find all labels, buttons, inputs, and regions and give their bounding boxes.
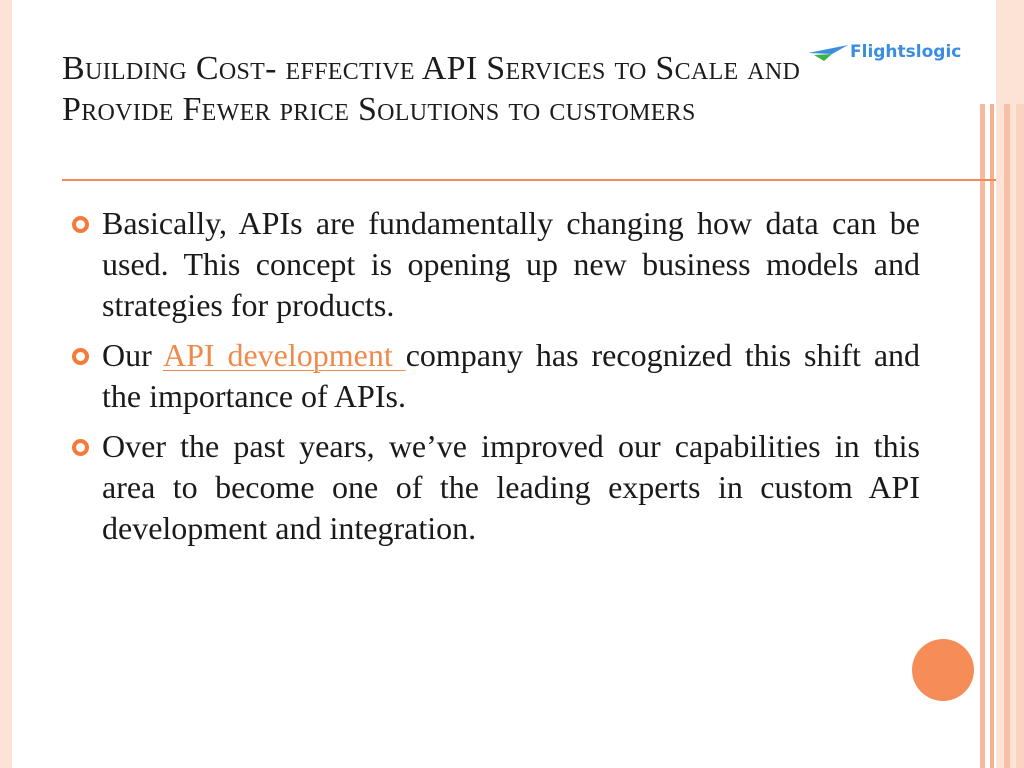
- bullet-ring-icon: [72, 216, 89, 233]
- bullet-text-suffix: company has recognized this shift and the importance of APIs.: [102, 337, 921, 414]
- right-decorative-stripe: [1004, 104, 1010, 768]
- bullet-text: Over the past years, we’ve improved our capabilities in this area to become one of the leading experts in custom API development and integration.: [102, 428, 920, 546]
- api-development-link[interactable]: API development: [162, 337, 406, 373]
- logo-text: Flightslogic: [850, 42, 962, 62]
- slide-title: Building Cost- effective API Services to Scale and Provide Fewer price Solutions to customers: [62, 50, 801, 128]
- bullet-text: Basically, APIs are fundamentally changing how data can be used. This concept is opening up new business models and strategies for products.: [102, 205, 920, 323]
- title-divider: [62, 179, 996, 181]
- bullet-ring-icon: [72, 439, 89, 456]
- airplane-icon: [808, 44, 848, 62]
- bullet-item: [72, 203, 920, 326]
- bullet-item: [72, 426, 920, 549]
- flightslogic-logo: [808, 40, 988, 66]
- right-decorative-stripe: [990, 104, 994, 768]
- decorative-orange-circle: [912, 639, 974, 701]
- right-decorative-stripe: [980, 104, 985, 768]
- left-decorative-stripe: [0, 0, 12, 768]
- bullet-item: [72, 335, 920, 417]
- right-decorative-stripe: [1016, 104, 1024, 768]
- bullet-text-prefix: Our: [102, 337, 163, 373]
- bullet-ring-icon: [72, 348, 89, 365]
- bullet-list: [72, 203, 920, 558]
